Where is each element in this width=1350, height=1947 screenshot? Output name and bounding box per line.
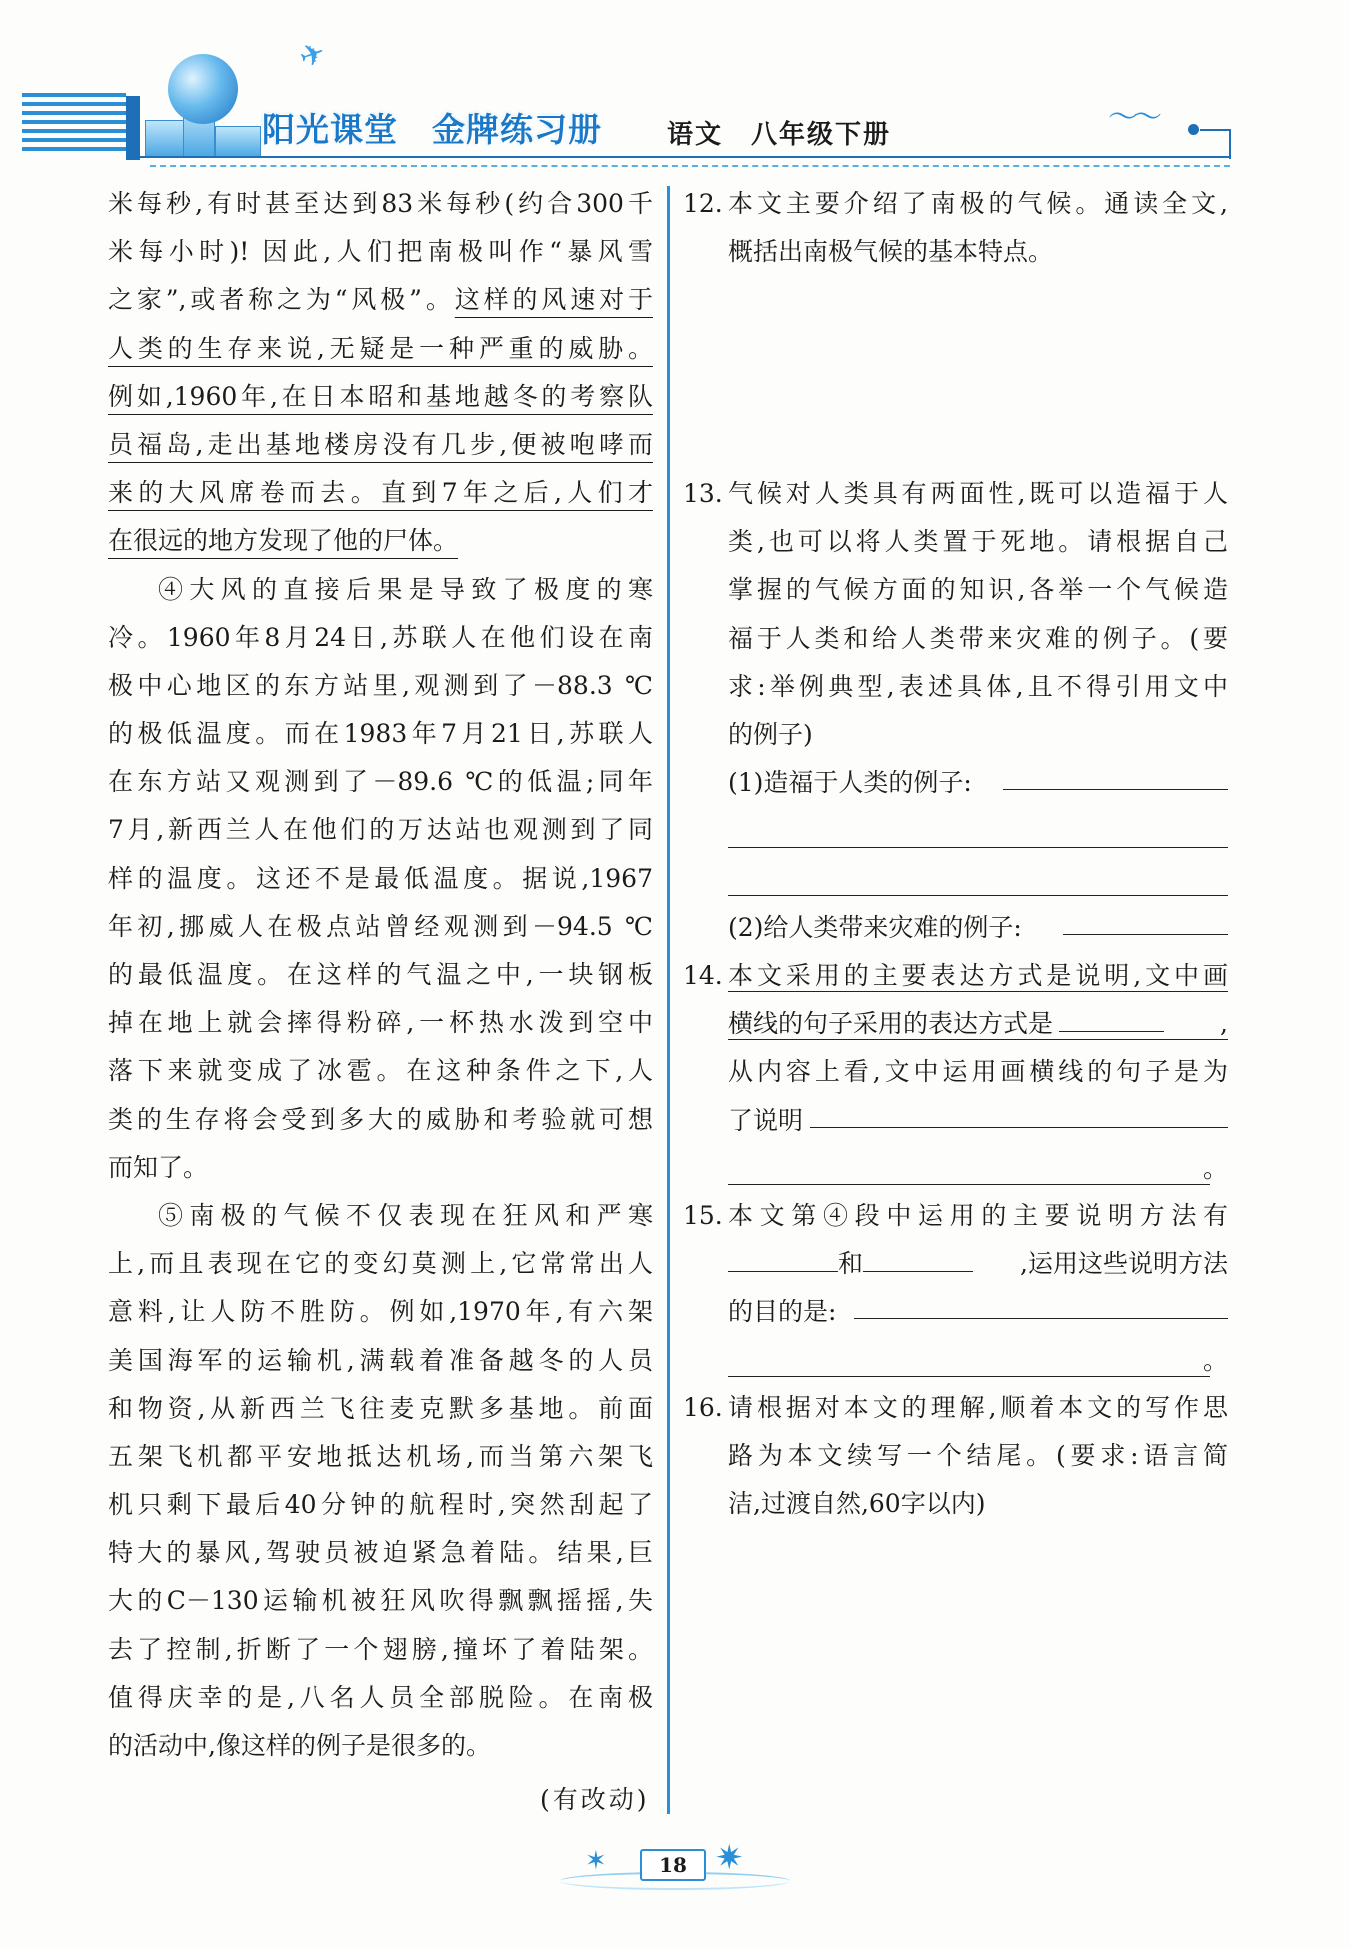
sub-question-2: (2)给人类带来灾难的例子: xyxy=(728,912,1022,942)
article-line: 落下来就变成了冰雹。在这种条件之下,人 xyxy=(108,1056,653,1086)
answer-area-16[interactable] xyxy=(728,1540,1228,1800)
question-15: 15. 本文第④段中运用的主要说明方法有 和 ,运用这些说明方法 的目的是: 。 xyxy=(683,1192,1228,1385)
underlined-sentence: 例如,1960年,在日本昭和基地越冬的考察队 xyxy=(108,381,653,411)
article-line: 和物资,从新西兰飞往麦克默多基地。前面 xyxy=(108,1393,653,1423)
underlined-sentence: 这样的风速对于 xyxy=(454,285,653,315)
question-16: 16. 请根据对本文的理解,顺着本文的写作思 路为本文续写一个结尾。(要求:语言简 洁,过渡自然,60字以内) xyxy=(683,1384,1228,1529)
article-line: 去了控制,折断了一个翅膀,撞坏了着陆架。 xyxy=(108,1634,653,1664)
paper-plane-icon: ✈ xyxy=(294,34,331,77)
article-line: 五架飞机都平安地抵达机场,而当第六架飞 xyxy=(108,1441,653,1471)
answer-blank[interactable] xyxy=(854,1288,1228,1319)
answer-blank[interactable] xyxy=(810,1097,1228,1128)
article-line: 类的生存将会受到多大的威胁和考验就可想 xyxy=(108,1104,653,1134)
question-number: 15. xyxy=(683,1201,723,1230)
article-line: 米每小时)! 因此,人们把南极叫作“暴风雪 xyxy=(108,237,653,267)
book-title: 阳光课堂 金牌练习册 xyxy=(262,111,602,148)
pinwheel-icon: ✷ xyxy=(715,1838,744,1878)
source-note: (有改动) xyxy=(540,1785,650,1814)
article-line: 的极低温度。而在1983年7月21日,苏联人 xyxy=(108,719,653,749)
answer-line[interactable]: 。 xyxy=(728,1337,1228,1385)
article-line: 上,而且表现在它的变幻莫测上,它常常出人 xyxy=(108,1249,653,1279)
article-line: 值得庆幸的是,八名人员全部脱险。在南极 xyxy=(108,1682,653,1712)
header-bar xyxy=(126,96,140,160)
article-line: 7月,新西兰人在他们的万达站也观测到了同 xyxy=(108,815,653,845)
article-line: 样的温度。这还不是最低温度。据说,1967 xyxy=(108,863,653,893)
header-stripes xyxy=(22,93,126,157)
header-dashed-rule xyxy=(150,165,1230,167)
underlined-sentence: 员福岛,走出基地楼房没有几步,便被咆哮而 xyxy=(108,429,653,459)
header-rule xyxy=(140,156,1230,158)
article-line: 掉在地上就会摔得粉碎,一杯热水泼到空中 xyxy=(108,1008,653,1038)
answer-blank[interactable] xyxy=(1059,1001,1164,1032)
answer-blank[interactable] xyxy=(863,1241,973,1272)
underlined-sentence: 来的大风席卷而去。直到7年之后,人们才 xyxy=(108,478,653,508)
article-line: 美国海军的运输机,满载着准备越冬的人员 xyxy=(108,1345,653,1375)
article-line: 机只剩下最后40分钟的航程时,突然刮起了 xyxy=(108,1490,653,1520)
article-line: 的最低温度。在这样的气温之中,一块钢板 xyxy=(108,960,653,989)
sub-question-1: (1)造福于人类的例子: xyxy=(728,768,972,798)
answer-line[interactable]: 。 xyxy=(728,1145,1228,1193)
article-line: 大的C－130运输机被狂风吹得飘飘摇摇,失 xyxy=(108,1586,653,1616)
paragraph-5-start: ⑤南极的气候不仅表现在狂风和严寒 xyxy=(158,1200,653,1230)
question-number: 14. xyxy=(683,961,723,990)
answer-blank[interactable] xyxy=(728,1241,838,1272)
article-line: 在东方站又观测到了－89.6 ℃的低温;同年 xyxy=(108,767,653,797)
page-number: 18 xyxy=(640,1849,706,1881)
article-line: 意料,让人防不胜防。例如,1970年,有六架 xyxy=(108,1297,653,1327)
question-number: 13. xyxy=(683,479,723,508)
globe-icon xyxy=(168,54,238,124)
column-divider xyxy=(667,186,670,1814)
question-number: 16. xyxy=(683,1393,723,1422)
answer-line[interactable] xyxy=(728,807,1228,855)
header-dot xyxy=(1188,124,1199,135)
paragraph-4-start: ④大风的直接后果是导致了极度的寒 xyxy=(158,574,653,604)
article-line: 极中心地区的东方站里,观测到了－88.3 ℃ xyxy=(108,670,653,700)
question-13: 13. 气候对人类具有两面性,既可以造福于人 类,也可以将人类置于死地。请根据自己 掌握的气候方面的知识,各举一个气候造 福于人类和给人类带来灾难的例子。(要 求:举例典型,表述具体,且不得引用文中 的例子) (1)造福于人类的例子: (2)给人类带来灾难的例子: xyxy=(683,470,1228,1048)
underlined-sentence: 人类的生存来说,无疑是一种严重的威胁。 xyxy=(108,333,653,363)
article-line: 之家”,或者称之为“风极”。这样的风速对于 xyxy=(108,285,653,315)
answer-blank[interactable] xyxy=(1063,904,1228,935)
article-line: 而知了。 xyxy=(108,1152,209,1182)
article-line: 年初,挪威人在极点站曾经观测到－94.5 ℃ xyxy=(108,911,653,941)
underlined-sentence: 在很远的地方发现了他的尸体。 xyxy=(108,526,459,556)
question-number: 12. xyxy=(683,189,723,218)
question-12: 12. 本文主要介绍了南极的气候。通读全文, 概括出南极气候的基本特点。 xyxy=(683,180,1228,276)
subject-grade: 语文 八年级下册 xyxy=(667,119,892,149)
article-line: 特大的暴风,驾驶员被迫紧急着陆。结果,巨 xyxy=(108,1538,653,1568)
article-line: 的活动中,像这样的例子是很多的。 xyxy=(108,1731,491,1760)
article-line: 米每秒,有时甚至达到83米每秒(约合300千 xyxy=(108,189,653,218)
article-text xyxy=(108,180,653,1770)
birds-icon: 〜〜 xyxy=(1108,100,1156,135)
answer-blank[interactable] xyxy=(1003,759,1228,790)
question-14: 14. 本文采用的主要表达方式是说明,文中画 横线的句子采用的表达方式是 , 从内容上看,文中运用画横线的句子是为 了说明 。 xyxy=(683,952,1228,1193)
article-line: 冷。1960年8月24日,苏联人在他们设在南 xyxy=(108,622,653,652)
answer-line[interactable] xyxy=(728,856,1228,904)
star-icon: ✶ xyxy=(585,1846,607,1876)
